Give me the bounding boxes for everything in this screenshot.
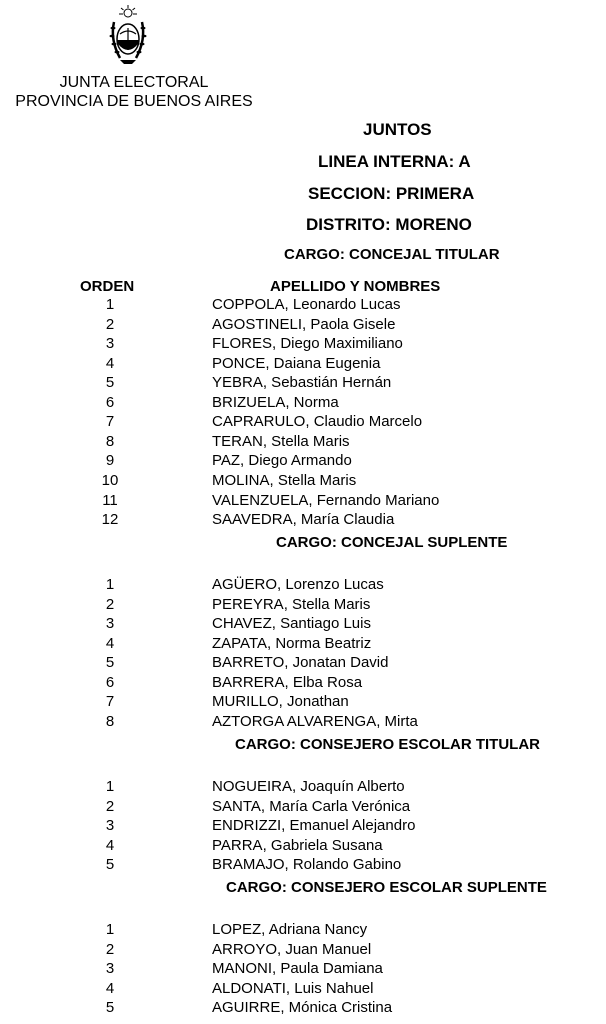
candidate-name: AZTORGA ALVARENGA, Mirta: [212, 712, 418, 730]
candidate-order: 12: [101, 511, 119, 529]
candidate-order: 3: [105, 335, 115, 353]
candidate-row: [0, 576, 606, 595]
candidate-order: 2: [105, 595, 115, 613]
candidate-row: [0, 999, 606, 1018]
candidate-row: [0, 960, 606, 979]
candidate-name: MOLINA, Stella Maris: [212, 471, 357, 489]
candidate-order: 6: [105, 673, 115, 691]
cargo-heading: CARGO: CONCEJAL SUPLENTE: [276, 534, 508, 551]
candidate-row: [0, 433, 606, 452]
column-header-orden: ORDEN: [80, 278, 135, 295]
candidate-order: 8: [105, 432, 115, 450]
candidate-order: 1: [105, 921, 115, 938]
candidate-name: AGÜERO, Lorenzo Lucas: [212, 576, 384, 593]
candidate-row: [0, 798, 606, 817]
candidate-row: [0, 856, 606, 875]
org-line-1: JUNTA ELECTORAL: [59, 74, 209, 91]
candidate-order: 3: [105, 960, 115, 978]
candidate-name: ZAPATA, Norma Beatriz: [212, 634, 372, 652]
candidate-name: PEREYRA, Stella Maris: [212, 595, 371, 613]
candidate-order: 1: [105, 296, 115, 313]
candidate-name: AGOSTINELI, Paola Gisele: [212, 315, 396, 333]
candidate-row: [0, 511, 606, 530]
candidate-order: 4: [105, 836, 115, 854]
candidate-row: [0, 413, 606, 432]
candidate-name: LOPEZ, Adriana Nancy: [212, 921, 368, 938]
candidate-order: 1: [105, 778, 115, 795]
candidate-order: 4: [105, 354, 115, 372]
province-coat-of-arms-icon: [108, 4, 148, 66]
candidate-name: NOGUEIRA, Joaquín Alberto: [212, 778, 405, 795]
candidate-row: [0, 941, 606, 960]
candidate-name: MANONI, Paula Damiana: [212, 960, 383, 978]
candidate-order: 8: [105, 712, 115, 730]
candidate-name: BRIZUELA, Norma: [212, 393, 339, 411]
candidate-row: [0, 596, 606, 615]
candidate-order: 7: [105, 413, 115, 431]
candidate-row: [0, 713, 606, 732]
column-header-nombres: APELLIDO Y NOMBRES: [270, 278, 441, 295]
candidate-name: CAPRARULO, Claudio Marcelo: [212, 413, 423, 431]
candidate-row: [0, 674, 606, 693]
party-name: JUNTOS: [363, 120, 432, 139]
candidate-row: [0, 355, 606, 374]
candidate-order: 2: [105, 315, 115, 333]
candidate-name: VALENZUELA, Fernando Mariano: [212, 491, 440, 509]
candidate-order: 4: [105, 979, 115, 997]
candidate-name: SAAVEDRA, María Claudia: [212, 511, 395, 529]
candidate-order: 5: [105, 374, 115, 392]
candidate-order: 2: [105, 797, 115, 815]
candidate-order: 4: [105, 634, 115, 652]
candidate-row: [0, 654, 606, 673]
candidate-order: 10: [101, 471, 119, 489]
candidate-order: 7: [105, 693, 115, 711]
candidate-name: ARROYO, Juan Manuel: [212, 940, 372, 958]
seccion: SECCION: PRIMERA: [308, 184, 475, 203]
candidate-row: [0, 452, 606, 471]
candidate-order: 6: [105, 393, 115, 411]
candidate-row: [0, 472, 606, 491]
candidate-name: COPPOLA, Leonardo Lucas: [212, 296, 401, 313]
electoral-board-heading: [14, 73, 254, 111]
candidate-order: 1: [105, 576, 115, 593]
distrito: DISTRITO: MORENO: [306, 215, 472, 234]
candidate-row: [0, 693, 606, 712]
candidate-order: 3: [105, 817, 115, 835]
candidate-row: [0, 615, 606, 634]
candidate-name: PAZ, Diego Armando: [212, 452, 352, 470]
candidate-name: TERAN, Stella Maris: [212, 432, 350, 450]
candidate-name: PONCE, Daiana Eugenia: [212, 354, 381, 372]
candidate-name: CHAVEZ, Santiago Luis: [212, 615, 371, 633]
candidate-order: 9: [105, 452, 115, 470]
org-line-2: PROVINCIA DE BUENOS AIRES: [15, 93, 253, 110]
candidate-name: PARRA, Gabriela Susana: [212, 836, 383, 854]
candidate-order: 5: [105, 856, 115, 874]
candidate-order: 5: [105, 654, 115, 672]
candidate-order: 2: [105, 940, 115, 958]
candidate-order: 3: [105, 615, 115, 633]
candidate-name: AGUIRRE, Mónica Cristina: [212, 999, 393, 1017]
candidate-row: [0, 635, 606, 654]
candidate-name: SANTA, María Carla Verónica: [212, 797, 411, 815]
linea-interna: LINEA INTERNA: A: [318, 152, 471, 171]
cargo-heading: CARGO: CONCEJAL TITULAR: [284, 246, 500, 263]
candidate-name: BARRERA, Elba Rosa: [212, 673, 363, 691]
candidate-order: 11: [102, 491, 118, 509]
candidate-name: MURILLO, Jonathan: [212, 693, 349, 711]
candidate-row: [0, 316, 606, 335]
candidate-row: [0, 817, 606, 836]
candidate-row: [0, 335, 606, 354]
candidate-name: BRAMAJO, Rolando Gabino: [212, 856, 402, 874]
candidate-row: [0, 980, 606, 999]
candidate-row: [0, 394, 606, 413]
candidate-name: YEBRA, Sebastián Hernán: [212, 374, 392, 392]
candidate-name: ALDONATI, Luis Nahuel: [212, 979, 374, 997]
cargo-heading: CARGO: CONSEJERO ESCOLAR TITULAR: [235, 736, 541, 753]
candidate-name: BARRETO, Jonatan David: [212, 654, 389, 672]
candidate-row: [0, 492, 606, 511]
candidate-row: [0, 296, 606, 315]
candidate-order: 5: [105, 999, 115, 1017]
candidate-name: FLORES, Diego Maximiliano: [212, 335, 403, 353]
candidate-row: [0, 837, 606, 856]
candidate-row: [0, 374, 606, 393]
candidate-name: ENDRIZZI, Emanuel Alejandro: [212, 817, 416, 835]
candidate-row: [0, 778, 606, 797]
candidate-row: [0, 921, 606, 940]
cargo-heading: CARGO: CONSEJERO ESCOLAR SUPLENTE: [226, 879, 547, 896]
